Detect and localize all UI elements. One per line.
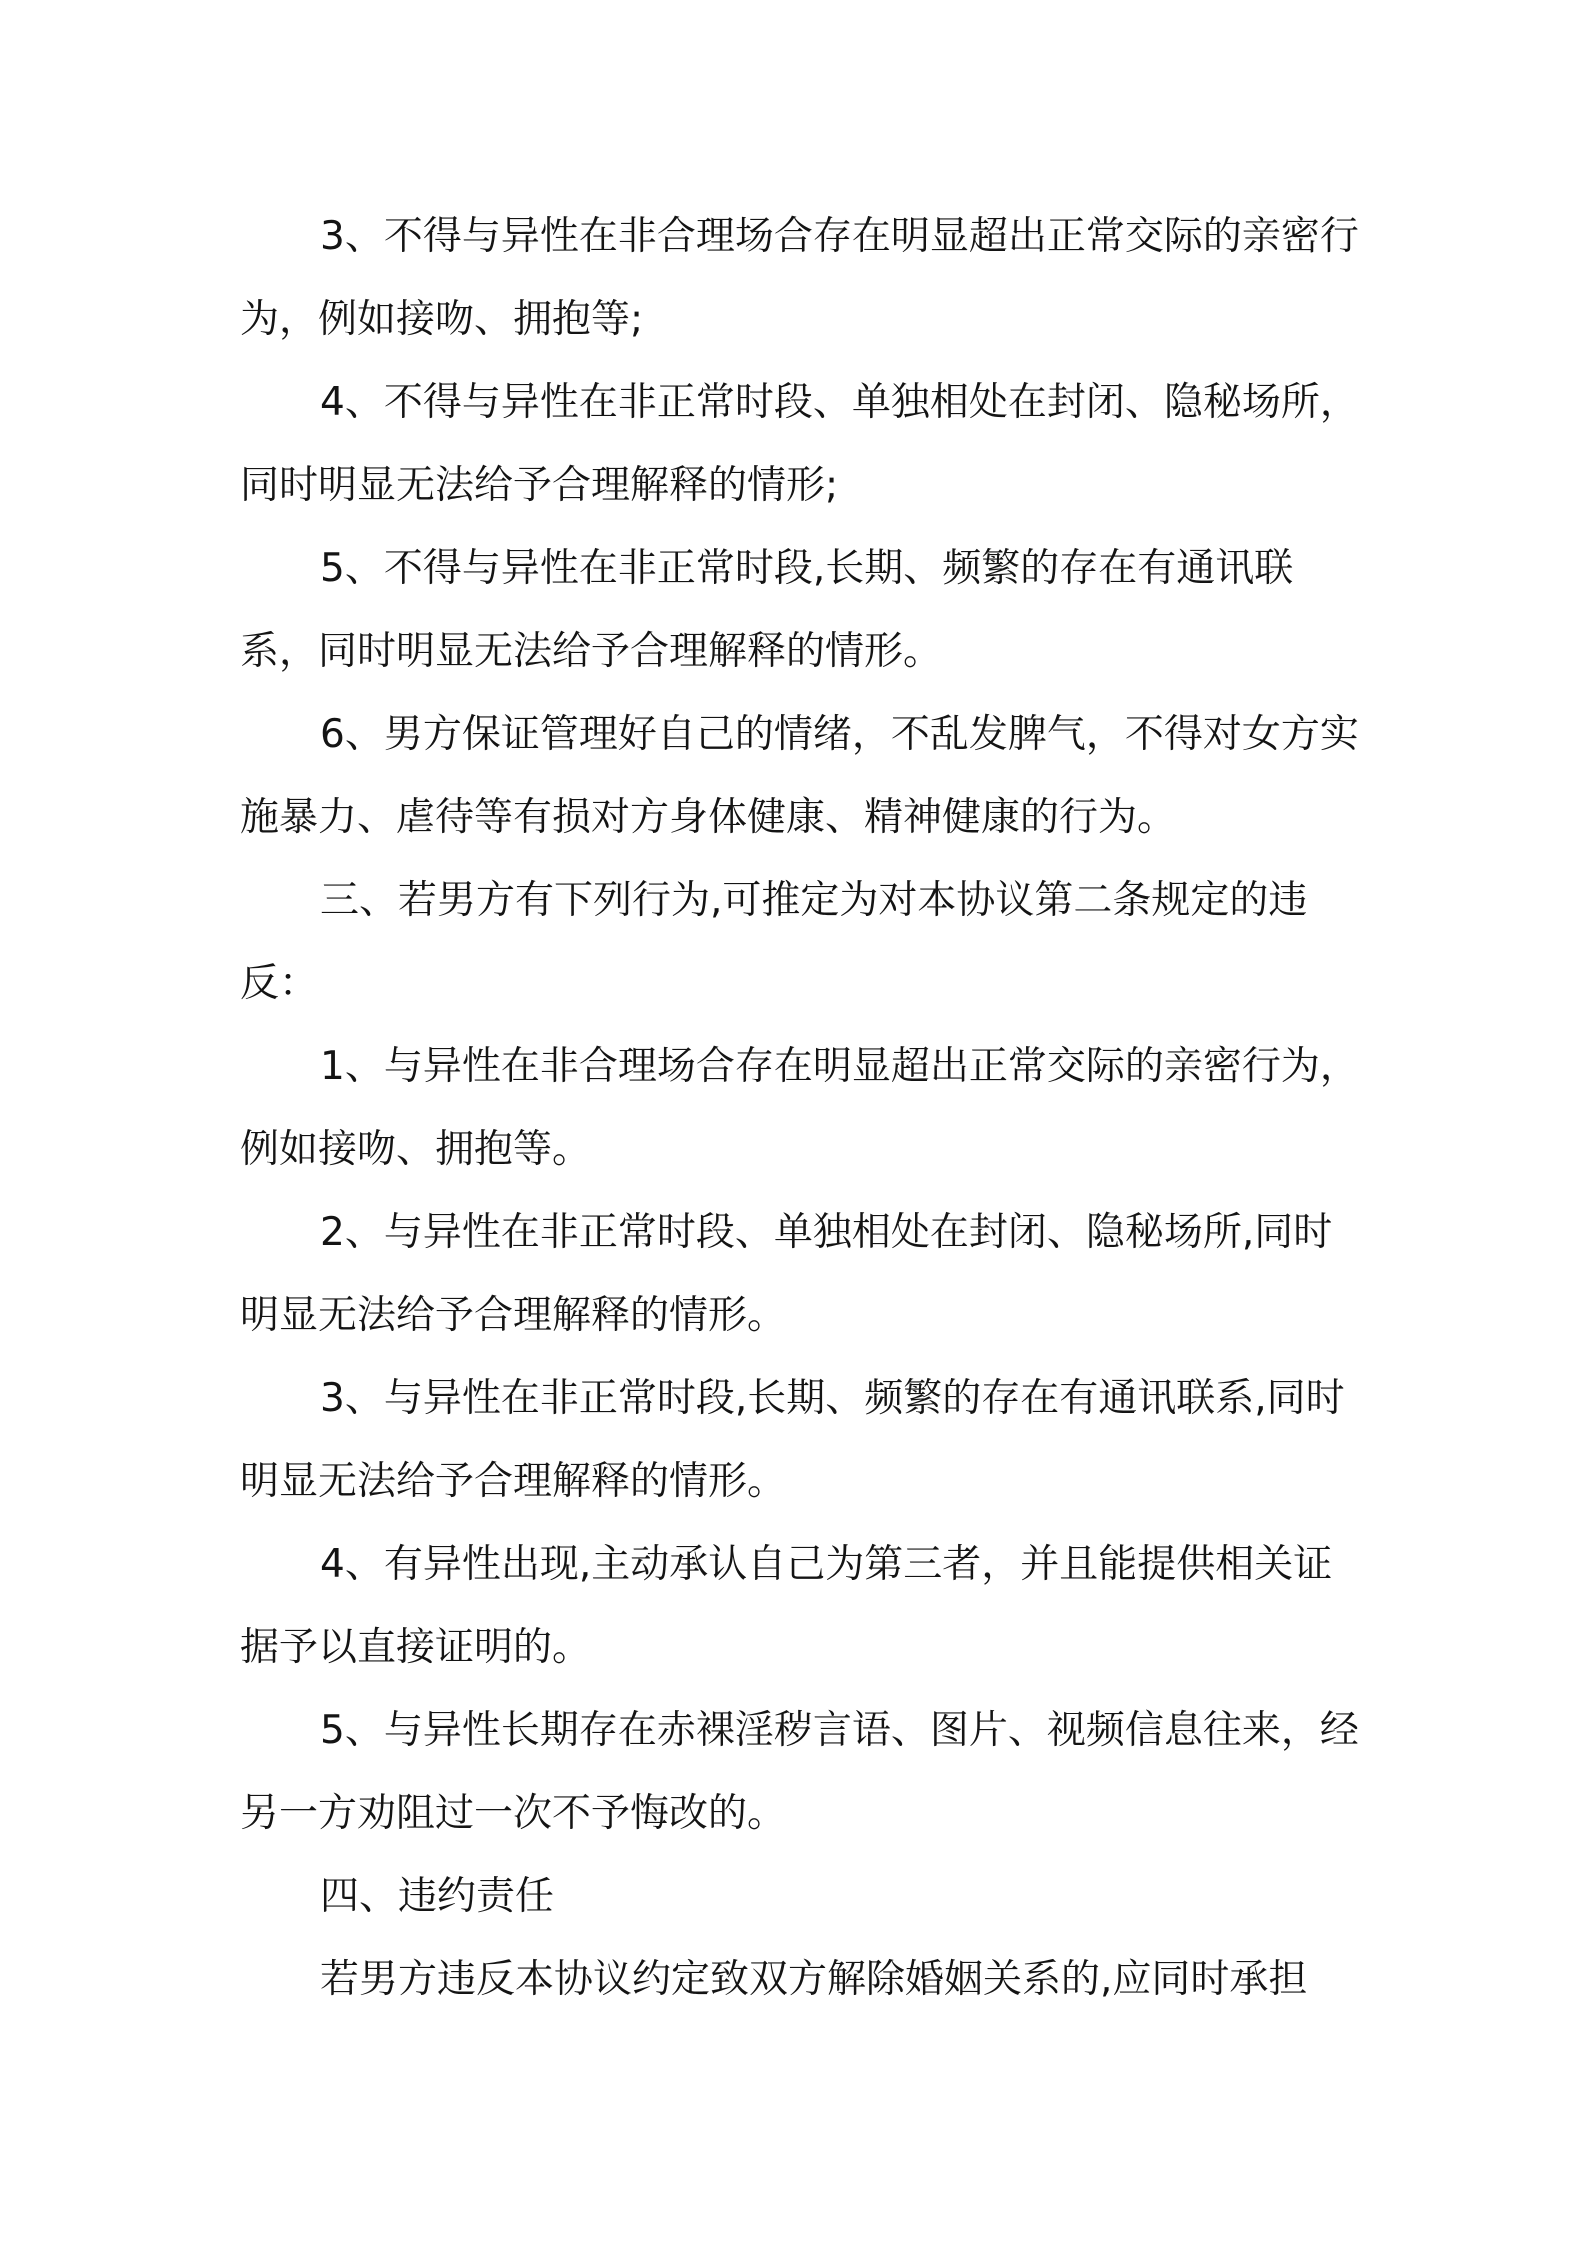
paragraph-rule-5: 5、不得与异性在非正常时段,长期、频繁的存在有通讯联系，同时明显无法给予合理解释的情形。 — [240, 546, 1294, 674]
paragraph-rule-3: 3、不得与异性在非合理场合存在明显超出正常交际的亲密行为，例如接吻、拥抱等; — [240, 214, 1359, 342]
paragraph-violation-2: 2、与异性在非正常时段、单独相处在封闭、隐秘场所,同时明显无法给予合理解释的情形。 — [240, 1210, 1333, 1338]
paragraph-rule-6: 6、男方保证管理好自己的情绪，不乱发脾气，不得对女方实施暴力、虐待等有损对方身体健康、精神健康的行为。 — [240, 712, 1359, 840]
paragraph-rule-4: 4、不得与异性在非正常时段、单独相处在封闭、隐秘场所，同时明显无法给予合理解释的情形; — [240, 380, 1359, 508]
paragraph-violation-3: 3、与异性在非正常时段,长期、频繁的存在有通讯联系,同时明显无法给予合理解释的情形。 — [240, 1376, 1345, 1504]
paragraph-liability: 若男方违反本协议约定致双方解除婚姻关系的,应同时承担 — [320, 1957, 1308, 2002]
paragraph-violation-4: 4、有异性出现,主动承认自己为第三者，并且能提供相关证据予以直接证明的。 — [240, 1542, 1333, 1670]
document-body — [240, 195, 1360, 2021]
section-heading-3: 三、若男方有下列行为,可推定为对本协议第二条规定的违反： — [240, 878, 1308, 1006]
paragraph-violation-5: 5、与异性长期存在赤裸淫秽言语、图片、视频信息往来，经另一方劝阻过一次不予悔改的。 — [240, 1708, 1359, 1836]
section-heading-4: 四、违约责任 — [320, 1874, 555, 1919]
paragraph-violation-1: 1、与异性在非合理场合存在明显超出正常交际的亲密行为，例如接吻、拥抱等。 — [240, 1044, 1359, 1172]
